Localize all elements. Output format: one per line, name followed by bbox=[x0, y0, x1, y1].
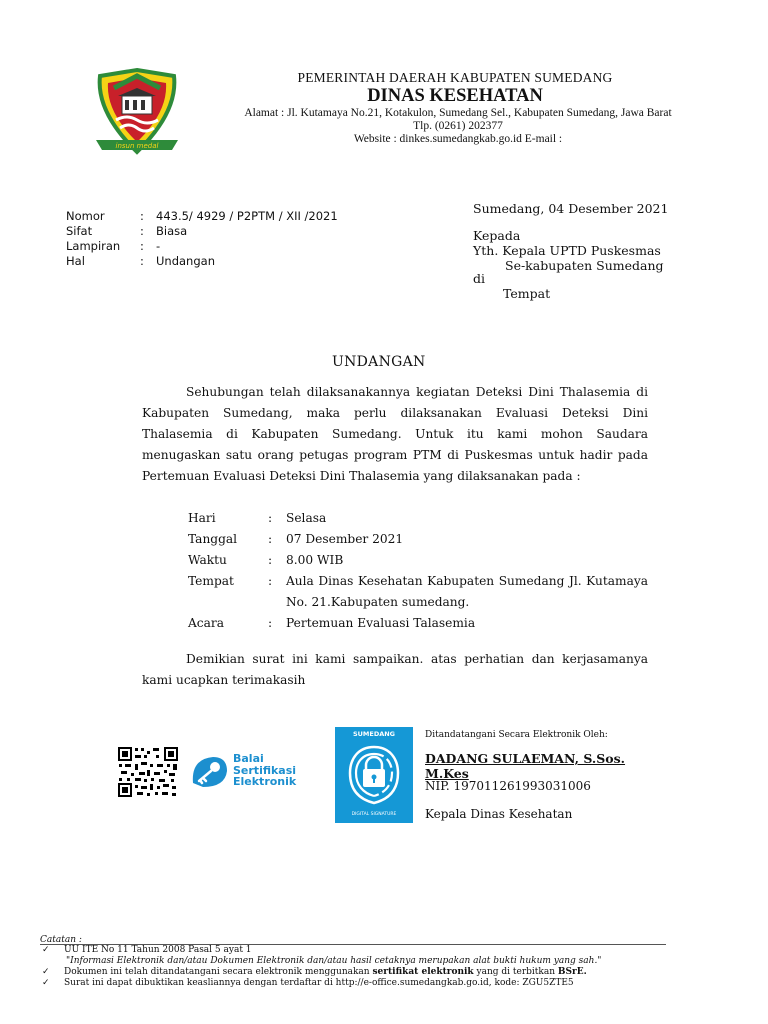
signer-name-line1: DADANG SULAEMAN, S.Sos. bbox=[425, 751, 626, 766]
check-icon: ✓ bbox=[42, 978, 50, 988]
detail-value-hari: Selasa bbox=[286, 511, 327, 525]
signer-nip: NIP. 197011261993031006 bbox=[425, 779, 591, 793]
detail-label-tanggal: Tanggal bbox=[188, 532, 238, 546]
letter-paragraph: Sehubungan telah dilaksanakannya kegiatan Deteksi Dini Thalasemia di Kabupaten Sumedang, maka perlu dilaksanakan Evaluasi Deteksi Dini Thalasemia di Kabupaten Sumedang. Untuk itu kami mohon Saudara menugaskan satu orang petugas program PTM di Puskesmas untuk hadir pada Pertemuan Evaluasi Deteksi Dini Thalasemia yang dilaksanakan pada : bbox=[142, 385, 648, 483]
footer-label: Catatan : bbox=[40, 935, 82, 945]
digital-signature-badge bbox=[335, 727, 413, 823]
meta-colon: : bbox=[140, 209, 144, 223]
detail-colon: : bbox=[268, 553, 273, 567]
detail-value-acara: Pertemuan Evaluasi Talasemia bbox=[286, 616, 476, 630]
addressee-place: Tempat bbox=[503, 286, 551, 301]
key-icon bbox=[189, 753, 229, 791]
badge-top-label: SUMEDANG bbox=[352, 730, 396, 738]
signer-name bbox=[425, 751, 625, 781]
detail-label-tempat: Tempat bbox=[188, 574, 234, 588]
bsre-line1: Balai bbox=[233, 752, 264, 765]
detail-value-tempat: Aula Dinas Kesehatan Kabupaten Sumedang Jl. Kutamaya bbox=[286, 574, 648, 588]
bsre-text bbox=[233, 753, 296, 788]
footer-note-bsre: BSrE. bbox=[557, 967, 587, 977]
addressee-at: di bbox=[473, 271, 485, 286]
check-icon: ✓ bbox=[42, 945, 50, 955]
bsre-logo bbox=[189, 751, 317, 793]
bsre-line3: Elektronik bbox=[233, 775, 297, 788]
fingerprint-lock-icon bbox=[344, 743, 404, 807]
agency-phone: Tlp. (0261) 202377 bbox=[413, 120, 503, 132]
meta-colon: : bbox=[140, 224, 144, 238]
addressee-recipient: Yth. Kepala UPTD Puskesmas bbox=[473, 243, 661, 258]
meta-value-lampiran: - bbox=[156, 239, 161, 253]
signature-caption: Ditandatangani Secara Elektronik Oleh: bbox=[425, 730, 608, 740]
footer-note-signature-text: Dokumen ini telah ditandatangani secara elektronik menggunakan bbox=[64, 967, 373, 977]
meta-label-lampiran: Lampiran bbox=[66, 239, 121, 253]
government-name: PEMERINTAH DAERAH KABUPATEN SUMEDANG bbox=[297, 70, 613, 85]
detail-label-hari: Hari bbox=[188, 511, 216, 525]
detail-value-waktu: 8.00 WIB bbox=[286, 553, 344, 567]
detail-colon: : bbox=[268, 532, 273, 546]
letter-closing: Demikian surat ini kami sampaikan. atas perhatian dan kerjasamanya kami ucapkan terimakasih bbox=[142, 652, 648, 687]
meta-label-hal: Hal bbox=[66, 254, 85, 268]
detail-colon: : bbox=[268, 511, 273, 525]
meta-value-nomor: 443.5/ 4929 / P2PTM / XII /2021 bbox=[156, 209, 338, 223]
meta-value-sifat: Biasa bbox=[156, 224, 188, 238]
check-icon: ✓ bbox=[42, 967, 50, 977]
badge-bottom-label: DIGITAL SIGNATURE bbox=[351, 812, 397, 817]
meta-label-nomor: Nomor bbox=[66, 209, 105, 223]
agency-address: Alamat : Jl. Kutamaya No.21, Kotakulon, Sumedang Sel., Kabupaten Sumedang, Jawa Barat bbox=[244, 107, 672, 119]
addressee-recipient-area: Se-kabupaten Sumedang bbox=[505, 258, 664, 273]
footer-note-signature bbox=[64, 967, 587, 977]
addressee-to: Kepada bbox=[473, 228, 521, 243]
sumedang-coat-of-arms-logo bbox=[92, 66, 182, 156]
agency-name: DINAS KESEHATAN bbox=[367, 86, 543, 106]
signer-name-line2: M.Kes bbox=[425, 766, 469, 781]
detail-label-waktu: Waktu bbox=[188, 553, 227, 567]
footer-note-law-quote: "Informasi Elektronik dan/atau Dokumen Elektronik dan/atau hasil cetaknya merupakan alat bukti hukum yang sah." bbox=[66, 956, 602, 966]
meta-label-sifat: Sifat bbox=[66, 224, 93, 238]
logo-motto: insun medal bbox=[115, 142, 159, 150]
bsre-line2: Sertifikasi bbox=[233, 763, 297, 777]
signer-position: Kepala Dinas Kesehatan bbox=[425, 807, 573, 821]
meta-value-hal: Undangan bbox=[156, 254, 215, 268]
detail-colon: : bbox=[268, 616, 273, 630]
meta-colon: : bbox=[140, 239, 144, 253]
footer-note-issued: yang di terbitkan bbox=[473, 967, 558, 977]
footer-note-certificate: sertifikat elektronik bbox=[372, 967, 474, 977]
footer-note-verification: Surat ini dapat dibuktikan keasliannya dengan terdaftar di http://e-office.sumedangkab.go.id, kode: ZGU5ZTE5 bbox=[64, 978, 574, 988]
detail-value-tanggal: 07 Desember 2021 bbox=[286, 532, 404, 546]
meta-colon: : bbox=[140, 254, 144, 268]
detail-colon: : bbox=[268, 574, 273, 588]
letter-title: UNDANGAN bbox=[332, 354, 426, 370]
detail-label-acara: Acara bbox=[188, 616, 224, 630]
letter-date: Sumedang, 04 Desember 2021 bbox=[473, 201, 669, 216]
agency-website: Website : dinkes.sumedangkab.go.id E-mail : bbox=[353, 133, 563, 145]
footer-note-law: UU ITE No 11 Tahun 2008 Pasal 5 ayat 1 bbox=[64, 945, 252, 955]
qr-code-icon bbox=[117, 746, 179, 798]
detail-value-tempat-line2: No. 21.Kabupaten sumedang. bbox=[286, 595, 470, 609]
